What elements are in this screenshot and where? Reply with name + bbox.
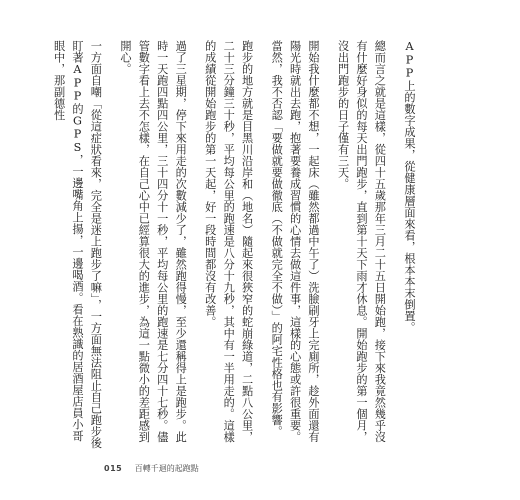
paragraph: 過了三星期，停下來用走的次數減少了，雖然跑得慢，至少還稱得上是跑步。此時一天跑四點四公里，三十四分十一秒，平均每公里的跑速是七分四十七秒。儘管數字看上去不怎樣，在自己心中已經算很大的進步，為這一點微小的差距感到開心。 [118, 40, 188, 443]
running-title: 百轉千迴的起跑點 [134, 464, 199, 473]
page-number: 015 [104, 464, 123, 473]
page-footer [104, 463, 199, 474]
body-text-vertical [49, 40, 418, 450]
paragraph: 跑步的地方就是目黑川沿岸和（地名）隨起來很狹窄的蛇崩綠道，二點八公里，二十三分鐘三十秒，平均每公里的跑速是八分十九秒，其中有一半用走的。這樣的成績從開始跑步的第一天起，好一段時間都沒有改善。 [203, 40, 254, 443]
paragraph: 開始我什麼都不想，一起床（雖然都過中午了）洗臉刷牙上完廁所，趁外面還有陽光時就出去跑，抱著要養成習慣的心情去做這件事，這樣的心態或許很重要。當然，我不否認「要做就要做徹底（不做就完全不做）」的阿宅性格也有影響。 [270, 40, 320, 443]
paragraph: 總而言之就是這樣，從四十五歲那年三月二十五日開始跑，接下來我竟然幾乎沒有什麼好身似的每天出門跑步，直到第十天下雨才休息。開始跑步的第一個月，沒出門跑步的日子僅有三天。 [336, 40, 387, 443]
paragraph: APP上的數字成果，從健康層面來看，根本本末倒置。 [403, 40, 416, 333]
paragraph: 一方面自嘲「從這症狀看來，完全是迷上跑步了嘛」，一方面無法阻止自己跑步後盯著APP的GPS，一邊嘴角上揚，一邊喝酒。看在熟識的居酒屋店員小哥眼中，那副德性 [52, 40, 103, 449]
